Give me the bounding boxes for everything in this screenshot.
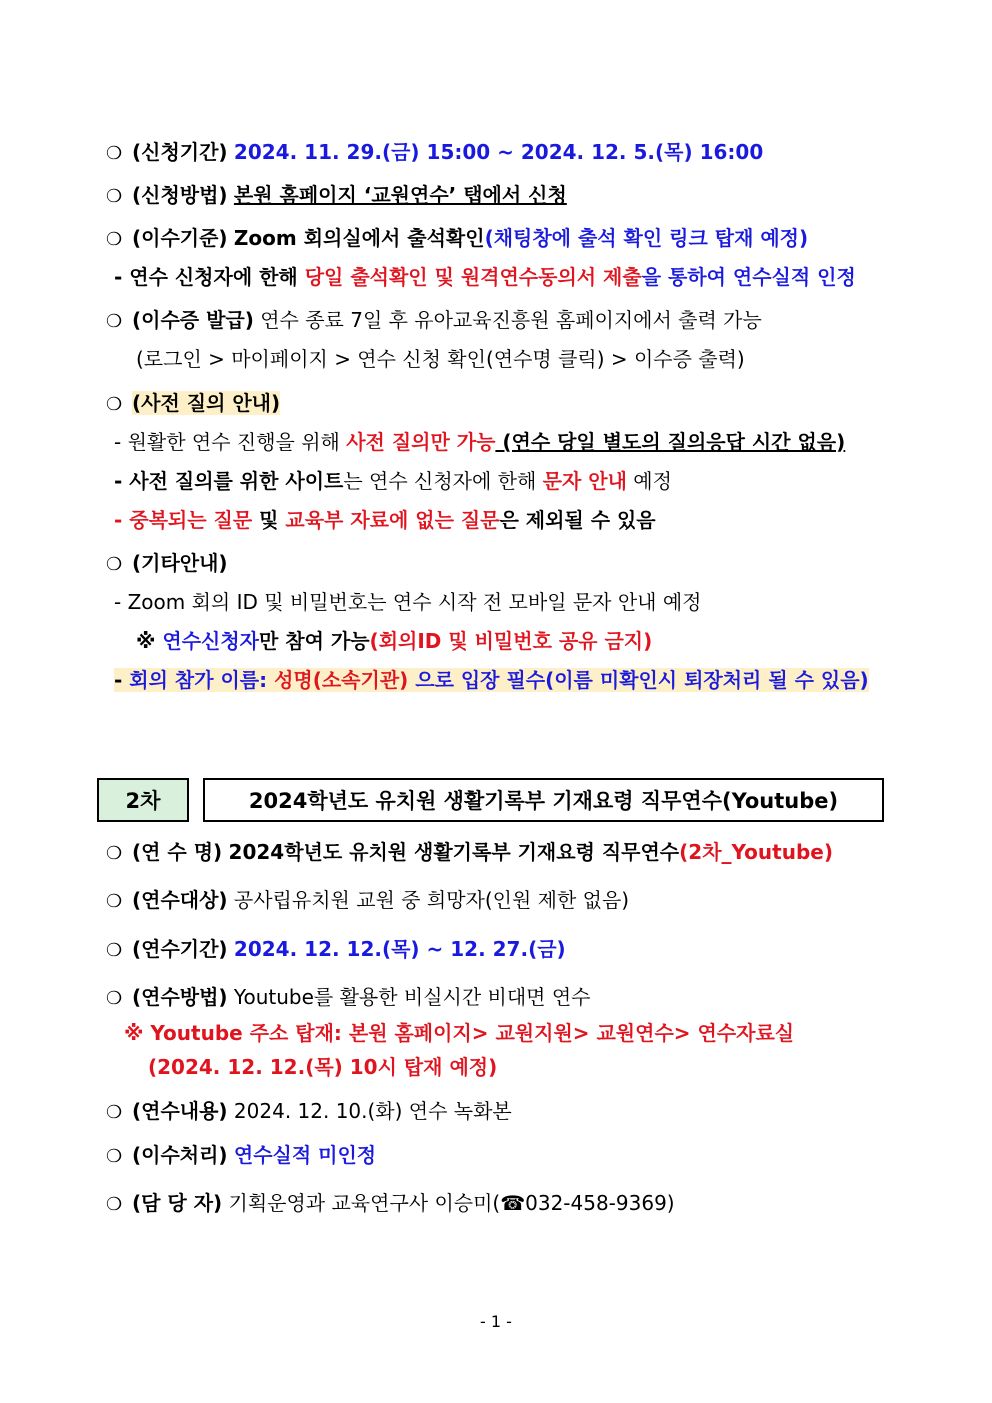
pre-question-note-2-b: 사전 질의를 위한 사이트 (129, 469, 344, 493)
circle-bullet-icon: ❍ (106, 311, 123, 332)
other-info-line (106, 549, 228, 577)
pre-question-label: (사전 질의 안내) (132, 391, 281, 415)
participant-only-b: 연수신청자 (162, 629, 260, 653)
other-info-label: (기타안내) (132, 551, 228, 575)
meeting-name-a: - (114, 668, 130, 692)
meeting-name-b: 회의 참가 이름: (129, 668, 275, 692)
pre-question-note-1 (114, 428, 845, 456)
pre-question-note-1-a: - 원활한 연수 진행을 위해 (114, 430, 347, 454)
course-period-label: (연수기간) (132, 937, 228, 961)
apply-method-value: 본원 홈페이지 ‘교원연수’ 탭에서 신청 (233, 183, 567, 207)
course-method-label: (연수방법) (132, 985, 228, 1009)
session-title: 2024학년도 유치원 생활기록부 기재요령 직무연수(Youtube) (203, 778, 884, 822)
pre-question-line (106, 389, 280, 417)
completion-handling-value: 연수실적 미인정 (233, 1143, 377, 1167)
apply-method-label: (신청방법) (132, 183, 228, 207)
apply-period-label: (신청기간) (132, 140, 228, 164)
circle-bullet-icon: ❍ (106, 988, 123, 1009)
participant-only-d: (회의ID 및 비밀번호 공유 금지) (369, 629, 653, 653)
contact-value: 기획운영과 교육연구사 이승미(☎032-458-9369) (228, 1191, 675, 1215)
completion-handling-label: (이수처리) (132, 1143, 228, 1167)
apply-method-line (106, 181, 567, 209)
meeting-name-c: 성명(소속기관) (274, 668, 409, 692)
course-name-label: (연 수 명) (132, 840, 223, 864)
course-method-value: Youtube를 활용한 비실시간 비대면 연수 (233, 985, 591, 1009)
pre-question-note-3-a: - (114, 508, 130, 532)
circle-bullet-icon: ❍ (106, 1194, 123, 1215)
pre-question-note-3-b: 중복되는 질문 (129, 508, 253, 532)
pre-question-note-3 (114, 506, 656, 534)
circle-bullet-icon: ❍ (106, 186, 123, 207)
completion-criteria-text: Zoom 회의실에서 출석확인 (233, 226, 485, 250)
pre-question-note-1-c: (연수 당일 별도의 질의응답 시간 없음) (495, 430, 846, 454)
contact-label: (담 당 자) (132, 1191, 223, 1215)
pre-question-note-3-c: 및 (252, 508, 286, 532)
certificate-path-line (136, 345, 745, 373)
completion-criteria-note: (채팅창에 출석 확인 링크 탑재 예정) (484, 226, 809, 250)
circle-bullet-icon: ❍ (106, 1102, 123, 1123)
circle-bullet-icon: ❍ (106, 1146, 123, 1167)
zoom-id-text: - Zoom 회의 ID 및 비밀번호는 연수 시작 전 모바일 문자 안내 예정 (114, 590, 702, 614)
pre-question-note-2 (114, 467, 672, 495)
pre-question-note-2-a: - (114, 469, 130, 493)
circle-bullet-icon: ❍ (106, 843, 123, 864)
course-name-line (106, 838, 833, 866)
pre-question-note-2-c: 는 연수 신청자에 한해 (343, 469, 543, 493)
participant-only-note (136, 627, 652, 655)
attendance-note-d: 연수실적 인정 (732, 265, 856, 289)
circle-bullet-icon: ❍ (106, 229, 123, 250)
youtube-address-note (124, 1019, 794, 1047)
apply-period-value: 2024. 11. 29.(금) 15:00 ~ 2024. 12. 5.(목) 16:00 (233, 140, 764, 164)
course-method-line (106, 983, 591, 1011)
youtube-address-text: ※ Youtube 주소 탑재: 본원 홈페이지> 교원지원> 교원연수> 연수자료실 (124, 1021, 795, 1045)
course-name-value: 2024학년도 유치원 생활기록부 기재요령 직무연수 (228, 840, 680, 864)
certificate-path: (로그인 > 마이페이지 > 연수 신청 확인(연수명 클릭) > 이수증 출력) (136, 347, 745, 371)
target-value: 공사립유치원 교원 중 희망자(인원 제한 없음) (233, 888, 630, 912)
course-content-line (106, 1097, 512, 1125)
target-label: (연수대상) (132, 888, 228, 912)
certificate-value: 연수 종료 7일 후 유아교육진흥원 홈페이지에서 출력 가능 (260, 308, 762, 332)
upload-date-note (148, 1053, 497, 1081)
meeting-name-d: 으로 입장 필수(이름 미확인시 퇴장처리 될 수 있음) (408, 668, 869, 692)
attendance-note-line (114, 263, 856, 291)
participant-only-a: ※ (136, 629, 163, 653)
zoom-id-note (114, 588, 702, 616)
completion-criteria-label: (이수기준) (132, 226, 228, 250)
completion-handling-line (106, 1141, 376, 1169)
attendance-note-a: - 연수 신청자에 한해 (114, 265, 305, 289)
meeting-name-note (114, 666, 869, 694)
circle-bullet-icon: ❍ (106, 940, 123, 961)
pre-question-note-2-d: 문자 안내 (542, 469, 627, 493)
pre-question-note-3-d: 교육부 자료에 없는 질문 (285, 508, 500, 532)
completion-criteria-line (106, 224, 808, 252)
participant-only-c: 만 참여 가능 (259, 629, 370, 653)
pre-question-note-2-e: 예정 (626, 469, 672, 493)
target-line (106, 886, 629, 914)
apply-period-line (106, 138, 763, 166)
certificate-label: (이수증 발급) (132, 308, 254, 332)
session-tag: 2차 (97, 778, 189, 822)
course-period-value: 2024. 12. 12.(목) ~ 12. 27.(금) (233, 937, 566, 961)
attendance-note-b: 당일 출석확인 및 원격연수동의서 제출 (304, 265, 642, 289)
pre-question-note-3-e: 은 제외될 수 있음 (499, 508, 656, 532)
upload-date-text: (2024. 12. 12.(목) 10시 탑재 예정) (148, 1055, 498, 1079)
certificate-line (106, 306, 762, 334)
course-period-line (106, 935, 566, 963)
page-number: - 1 - (480, 1312, 512, 1331)
course-content-label: (연수내용) (132, 1099, 228, 1123)
circle-bullet-icon: ❍ (106, 394, 123, 415)
circle-bullet-icon: ❍ (106, 554, 123, 575)
attendance-note-c: 을 통하여 (641, 265, 733, 289)
circle-bullet-icon: ❍ (106, 143, 123, 164)
course-name-suffix: (2차_Youtube) (679, 840, 833, 864)
pre-question-note-1-b: 사전 질의만 가능 (346, 430, 496, 454)
contact-line (106, 1189, 675, 1217)
course-content-value: 2024. 12. 10.(화) 연수 녹화본 (233, 1099, 512, 1123)
circle-bullet-icon: ❍ (106, 891, 123, 912)
